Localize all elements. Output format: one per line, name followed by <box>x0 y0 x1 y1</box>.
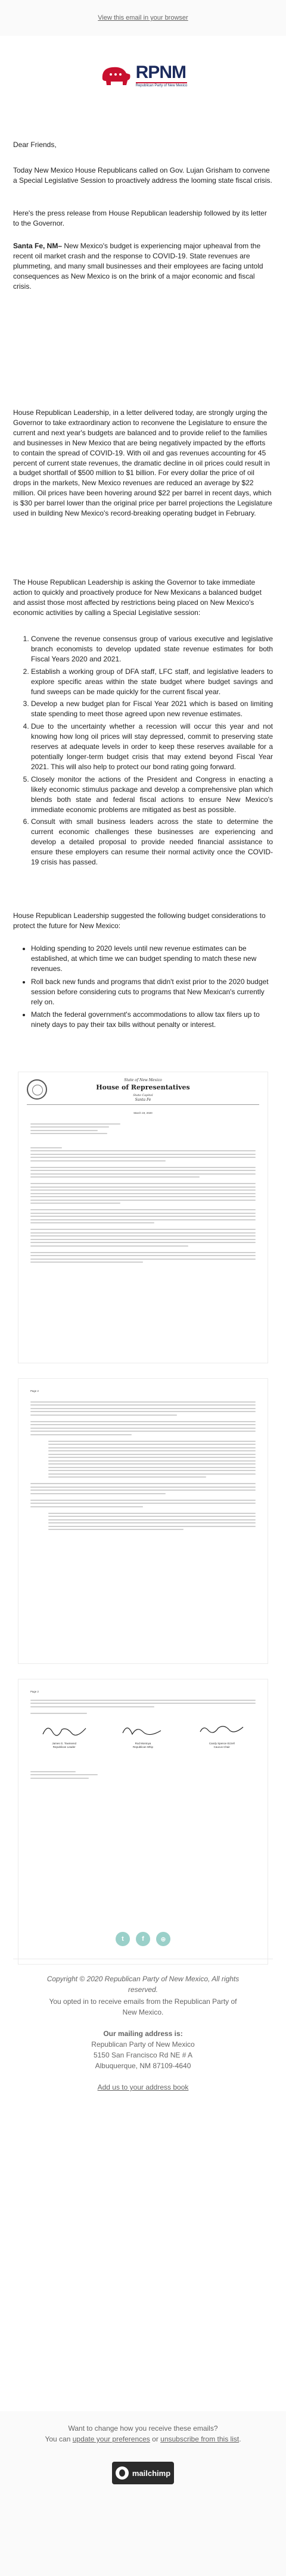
email-body <box>0 36 286 2411</box>
page-label: Page 2 <box>30 1390 39 1392</box>
signer-name: Candy Spence Ezzell <box>209 1742 235 1745</box>
rpnm-logo[interactable] <box>83 57 203 94</box>
period-text: . <box>239 2435 241 2443</box>
facebook-icon[interactable]: f <box>136 1932 150 1946</box>
preferences-footer <box>0 2423 286 2444</box>
list-item: 1. Convene the revenue consensus group of various executive and legislative branch economists to develop updated state revenue estimates for both Fiscal Years 2020 and 2021. <box>31 634 273 664</box>
press-intro-paragraph: Here's the press release from House Republican leadership followed by its letter to the Governor. <box>13 209 267 227</box>
letterhead-rule <box>27 1104 259 1105</box>
asks-list <box>13 634 273 870</box>
signature-block <box>109 1721 176 1763</box>
letter-cc-lines <box>30 1769 256 1781</box>
update-preferences-link[interactable]: update your preferences <box>72 2435 150 2443</box>
signature-block <box>30 1721 98 1763</box>
scanned-letter-page-1[interactable] <box>18 1072 268 1363</box>
mailchimp-badge[interactable] <box>112 2462 174 2484</box>
mailing-address-line: Albuquerque, NM 87109-4640 <box>95 2062 191 2070</box>
salutation: Dear Friends, <box>13 140 57 149</box>
list-item: 4. Due to the uncertainty whether a recession will occur this year and not knowing how long oil prices will stay depressed, commit to preserving state reserves at adequate levels in order to keep these reserves available for a potentially longer-term budget crisis that may extend beyond Fiscal Year 2021. This will also help to protect our bond rating going forward. <box>31 722 273 772</box>
signer-title: Republican Whip <box>132 1746 153 1748</box>
website-icon[interactable]: ⊕ <box>156 1932 170 1946</box>
logo-tagline: Republican Party of New Mexico <box>135 84 188 88</box>
preheader <box>0 0 286 36</box>
copyright: Copyright © 2020 Republican Party of New Mexico, All rights reserved. <box>46 1975 240 1994</box>
twitter-icon[interactable]: t <box>116 1932 130 1946</box>
letterhead-city: State Capitol <box>133 1094 153 1097</box>
list-item: • Holding spending to 2020 levels until new revenue estimates can be established, at which time we can budget spending to match these new revenues. <box>31 944 273 974</box>
signature-block <box>188 1721 256 1763</box>
asking-paragraph: The House Republican Leadership is asking the Governor to take immediate action to quickly and proactively produce for New Mexicans a balanced budget and assist those most affected by restrictions being placed on New Mexico's economic activities by calling a Special Legislative session: <box>13 578 262 617</box>
list-item: 5. Closely monitor the actions of the President and Congress in enacting a likely economic stimulus package and develop a comprehensive plan which blends both state and federal fiscal actions to ensure New Mexico's immediate economic problems are mitigated as best as possible. <box>31 775 273 815</box>
mailing-address-line: Republican Party of New Mexico <box>91 2040 195 2049</box>
mailchimp-label: mailchimp <box>132 2468 171 2478</box>
leadership-paragraph: House Republican Leadership, in a letter delivered today, are strongly urging the Governor to take extraordinary action to reconvene the Legislature to ensure the current and next year's budgets are balanced and to provide relief to the families and businesses in New Mexico that are being negatively impacted by the efforts to contain the spread of COVID-19. With oil and gas revenues accounting for 45 percent of current state revenues, the dramatic decline in oil prices could result in a budget shortfall of $500 million to $1 billion. For every dollar the price of oil drops in the markets, New Mexico revenues are reduced an average by $22 million. Oil prices have been hovering around $22 per barrel in recent days, which is $30 per barrel lower than the original price per barrel projections the Legislature used in building New Mexico's record-breaking operating budget in February. <box>13 408 272 518</box>
logo-wordmark: RPNM <box>135 63 186 82</box>
letter-text-lines <box>30 1697 256 1716</box>
intro-paragraph: Today New Mexico House Republicans called on Gov. Lujan Grisham to convene a Special Legislative Session to proactively address the looming state fiscal crisis. <box>13 166 272 185</box>
preferences-line <box>0 2434 286 2444</box>
logo-divider <box>136 82 188 83</box>
considerations-list <box>13 944 273 1033</box>
suggest-paragraph: House Republican Leadership suggested the following budget considerations to protect the future for New Mexico: <box>13 911 266 930</box>
scanned-letter-page-3[interactable] <box>18 1679 268 1965</box>
signatures <box>30 1721 256 1763</box>
signature-montoya-icon <box>119 1721 167 1739</box>
list-item: 6. Consult with small business leaders across the state to determine the current economic challenges these businesses are experiencing and develop a detailed proposal to provide needed financial assistance to ensure these employers can resume their normal activity once the COVID-19 crisis has passed. <box>31 817 273 867</box>
you-can-text: You can <box>45 2435 73 2443</box>
letter-address-block <box>30 1121 256 1136</box>
letter-text-lines <box>30 1399 256 1532</box>
social-links <box>0 1932 286 1946</box>
letterhead-city2: Santa Fe <box>135 1098 151 1102</box>
santa-fe-paragraph <box>13 241 273 292</box>
mailing-address-heading: Our mailing address is: <box>103 2029 183 2038</box>
scanned-letter-page-2[interactable] <box>18 1378 268 1664</box>
signer-title: Republican Leader <box>52 1746 76 1748</box>
list-item: 2. Establish a working group of DFA staff, LFC staff, and legislative leaders to explore specific areas within the state budget where budget savings and fund sweeps can be made quickly for the current fiscal year. <box>31 667 273 697</box>
view-in-browser-link[interactable]: View this email in your browser <box>98 14 188 21</box>
list-item: 3. Develop a new budget plan for Fiscal Year 2021 which is based on limiting state spending to meet those agreed upon new revenue estimates. <box>31 699 273 719</box>
signature-townsend-icon <box>41 1721 88 1739</box>
list-item: • Roll back new funds and programs that didn't exist prior to the 2020 budget session before considering cuts to programs that New Mexican's currently rely on. <box>31 977 273 1007</box>
page-label: Page 2 <box>30 1690 39 1693</box>
signer-title: Caucus Chair <box>213 1746 230 1748</box>
signer-name: Rod Montoya <box>135 1742 151 1745</box>
change-prompt: Want to change how you receive these emails? <box>68 2424 218 2433</box>
santa-fe-text: New Mexico's budget is experiencing major upheaval from the recent oil market crash and the response to COVID-19. State revenues are plummeting, and many small businesses and their employees are facing untold consequences as New Mexico is on the brink of a major economic and fiscal crisis. <box>13 242 263 291</box>
letter-text-lines <box>30 1145 256 1265</box>
list-item: • Match the federal government's accommodations to allow tax filers up to ninety days to pay their tax bills without penalty or interest. <box>31 1010 273 1030</box>
dateline: Santa Fe, NM– <box>13 242 63 250</box>
mailchimp-icon <box>116 2466 129 2480</box>
signature-ezzell-icon <box>198 1721 245 1739</box>
add-to-address-book-link[interactable]: Add us to your address book <box>97 2083 189 2091</box>
signer-name: James G. Townsend <box>52 1742 77 1745</box>
unsubscribe-link[interactable]: unsubscribe from this list <box>160 2435 240 2443</box>
letter-date: March 19, 2020 <box>133 1111 153 1114</box>
letterhead-house: House of Representatives <box>96 1084 190 1091</box>
letterhead-state: State of New Mexico <box>124 1078 162 1082</box>
or-text: or <box>150 2435 161 2443</box>
mailing-address-line: 5150 San Francisco Rd NE # A <box>93 2051 193 2059</box>
footer <box>0 1974 286 2093</box>
elephant-logo-icon <box>99 61 132 90</box>
opt-in-reason: You opted in to receive emails from the Republican Party of New Mexico. <box>49 1997 237 2016</box>
